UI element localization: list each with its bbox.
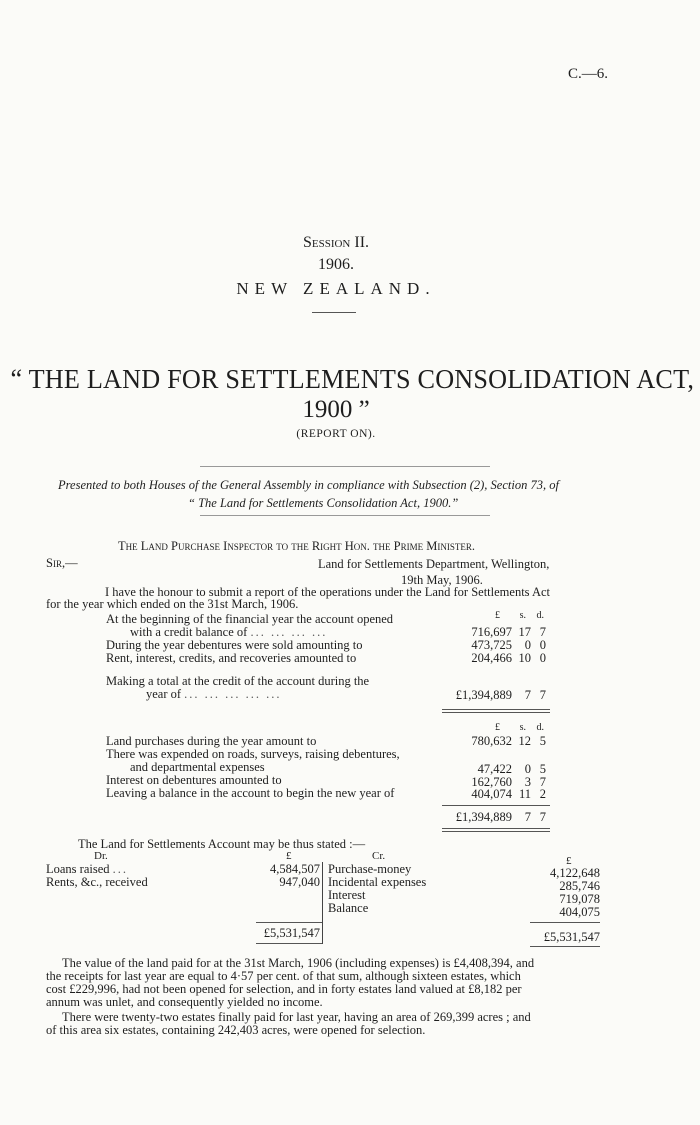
total-rule	[442, 831, 550, 832]
letter-intro: I have the honour to submit a report of the operations under the Land for Settlements Act	[105, 585, 551, 599]
payments-row-text: Leaving a balance in the account to begin the new year of	[106, 786, 395, 800]
payments-amount-pence: 7	[539, 775, 546, 789]
receipts-row-label	[106, 651, 356, 666]
payments-amount-pence: 5	[539, 762, 546, 776]
receipts-total-pounds: £1,394,889	[455, 688, 512, 702]
account-dr-pound-sign: £	[286, 850, 292, 862]
document-title: “ THE LAND FOR SETTLEMENTS CONSOLIDATION ACT,	[10, 364, 695, 394]
payments-header-pence: d.	[536, 722, 544, 733]
account-dr-row	[46, 875, 148, 890]
receipts-amount-shillings: 17	[518, 625, 531, 639]
receipts-total-shillings: 7	[524, 688, 531, 702]
receipts-header-shillings: s.	[519, 610, 526, 621]
divider	[312, 312, 356, 313]
payments-row-text: There was expended on roads, surveys, raising debentures,	[106, 747, 400, 761]
total-rule	[442, 828, 550, 829]
receipts-row-text: During the year debentures were sold amounting to	[106, 638, 363, 652]
account-cr-row: Interest	[328, 888, 366, 902]
payments-amount-pounds: 780,632	[471, 734, 512, 748]
receipts-amount-pounds: 204,466	[471, 651, 512, 665]
letter-salutation: Sir,—	[46, 556, 78, 570]
payments-amount-pounds: 404,074	[471, 787, 512, 801]
paragraph-line: There were twenty-two estates finally paid for last year, having an area of 269,399 acres ; and	[62, 1010, 531, 1024]
receipts-row-text: At the beginning of the financial year the account opened	[106, 612, 394, 626]
account-rule	[530, 946, 600, 947]
receipts-total-pence: 7	[539, 688, 546, 702]
account-intro: The Land for Settlements Account may be thus stated :—	[78, 837, 366, 851]
account-cr-row: Balance	[328, 901, 369, 915]
payments-amount-shillings: 0	[524, 762, 531, 776]
payments-header-shillings: s.	[519, 722, 526, 733]
payments-amount-pence: 5	[539, 734, 546, 748]
payments-header-pounds: £	[495, 722, 500, 733]
divider	[200, 515, 490, 516]
paragraph-line: The value of the land paid for at the 31st March, 1906 (including expenses) is £4,408,394, and	[62, 956, 535, 970]
receipts-header-pounds: £	[495, 610, 500, 621]
letter-department: Land for Settlements Department, Wellington,	[318, 557, 550, 571]
paragraph-line: the receipts for last year are equal to 4·57 per cent. of that sum, although sixteen estates, which	[46, 969, 521, 983]
receipts-amount-pence: 7	[539, 625, 546, 639]
account-cr-row: Purchase-money	[328, 862, 412, 876]
account-dr-total: £5,531,547	[263, 926, 320, 940]
account-rule	[530, 922, 600, 923]
payments-amount-pence: 2	[539, 787, 546, 801]
receipts-amount-pounds: 716,697	[471, 625, 512, 639]
document-title-year: 1900 ”	[302, 396, 370, 423]
payments-row-label	[106, 786, 394, 801]
receipts-header-pence: d.	[536, 610, 544, 621]
receipts-total-text-cont: year of	[146, 687, 182, 701]
account-cr-amount: 719,078	[559, 892, 600, 906]
receipts-amount-pence: 0	[539, 638, 546, 652]
total-rule	[442, 712, 550, 713]
presented-notice-act: “ The Land for Settlements Consolidation Act, 1900.”	[188, 496, 459, 510]
total-rule	[442, 709, 550, 710]
account-rule	[256, 922, 322, 923]
letter-from-to-text: The Land Purchase Inspector to the Right Hon. the Prime Minister.	[118, 539, 475, 553]
account-cr-amount: 285,746	[559, 879, 600, 893]
receipts-row-text: Rent, interest, credits, and recoveries amounted to	[106, 651, 357, 665]
paragraph-line: annum was unlet, and consequently yielded no income.	[46, 995, 323, 1009]
receipts-row-label-cont: with a credit balance of ... ... ... ...	[130, 625, 328, 639]
account-dr-label: Loans raised	[46, 862, 110, 876]
payments-total-pounds: £1,394,889	[455, 810, 512, 824]
payments-total-pence: 7	[539, 810, 546, 824]
document-subtitle: (REPORT ON).	[296, 428, 376, 440]
payments-amount-shillings: 11	[518, 787, 531, 801]
letter-date: 19th May, 1906.	[401, 573, 483, 587]
account-cr-row: Incidental expenses	[328, 875, 427, 889]
payments-row-text: Interest on debentures amounted to	[106, 773, 282, 787]
account-divider	[322, 862, 323, 944]
account-dr-amount: 4,584,507	[270, 862, 320, 876]
account-cr-amount: 404,075	[559, 905, 600, 919]
receipts-row-text-cont: with a credit balance of	[130, 625, 248, 639]
account-cr-total: £5,531,547	[543, 930, 600, 944]
year-heading: 1906.	[318, 256, 354, 273]
payments-amount-pounds: 162,760	[471, 775, 512, 789]
presented-notice: Presented to both Houses of the General Assembly in compliance with Subsection (2), Section 73, of	[58, 478, 559, 492]
total-rule	[442, 805, 550, 806]
payments-row-text-cont: and departmental expenses	[130, 760, 265, 774]
account-dr-row: Loans raised ...	[46, 862, 129, 876]
payments-amount-shillings: 12	[518, 734, 531, 748]
payments-amount-shillings: 3	[524, 775, 531, 789]
receipts-amount-pence: 0	[539, 651, 546, 665]
receipts-amount-shillings: 0	[524, 638, 531, 652]
session-heading: Session II.	[302, 234, 370, 251]
paragraph-line: of this area six estates, containing 242,403 acres, were opened for selection.	[46, 1023, 426, 1037]
country-heading: NEW ZEALAND.	[236, 279, 436, 298]
payments-total-shillings: 7	[524, 810, 531, 824]
account-cr-heading: Cr.	[372, 850, 386, 862]
page-reference: C.—6.	[568, 66, 609, 82]
divider	[200, 466, 490, 467]
receipts-amount-pounds: 473,725	[471, 638, 512, 652]
receipts-total-text: Making a total at the credit of the account during the	[106, 674, 370, 688]
account-cr-pound-sign: £	[566, 855, 572, 867]
letter-from-to	[118, 539, 475, 554]
letter-intro-cont: for the year which ended on the 31st March, 1906.	[46, 597, 299, 611]
receipts-amount-shillings: 10	[518, 651, 531, 665]
payments-row-text: Land purchases during the year amount to	[106, 734, 317, 748]
account-dr-heading: Dr.	[94, 850, 108, 862]
payments-amount-pounds: 47,422	[477, 762, 512, 776]
receipts-total-label-cont: year of ... ... ... ... ...	[146, 687, 282, 701]
account-cr-amount: 4,122,648	[550, 866, 600, 880]
account-rule	[256, 943, 322, 944]
paragraph-line: cost £229,996, had not been opened for selection, and in forty estates land valued at £8,182 per	[46, 982, 522, 996]
account-dr-label: Rents, &c., received	[46, 875, 148, 889]
account-dr-amount: 947,040	[279, 875, 320, 889]
